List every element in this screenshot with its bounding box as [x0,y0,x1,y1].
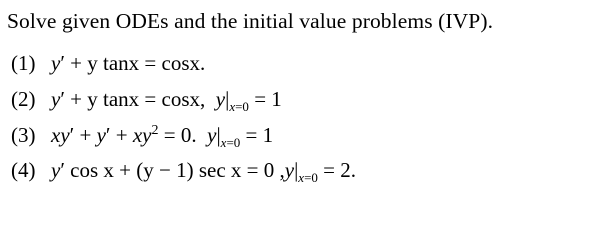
problem-1-equation: y′ + y tanx = cosx. [51,51,206,75]
document-title: Solve given ODEs and the initial value problems (IVP). [7,9,494,33]
problem-4 [11,160,356,184]
problem-2-equation: y′ + y tanx = cosx, $y|_{x=0} = 1$ [51,87,282,114]
problem-2 [11,89,282,113]
problem-3-number: (3) [11,123,36,147]
problem-2-number: (2) [11,87,36,111]
problem-1-number: (1) [11,51,36,75]
problem-3 [11,124,273,149]
problem-4-number: (4) [11,158,36,182]
problem-3-equation: $xy' + y' + xy^2 = 0$. $y|_{x=0} = 1$ [51,123,274,150]
problem-1 [11,53,205,74]
problem-4-equation: y′ cos x + (y − 1) sec x = 0 $,y|_{x=0} = 2$. [51,158,357,185]
